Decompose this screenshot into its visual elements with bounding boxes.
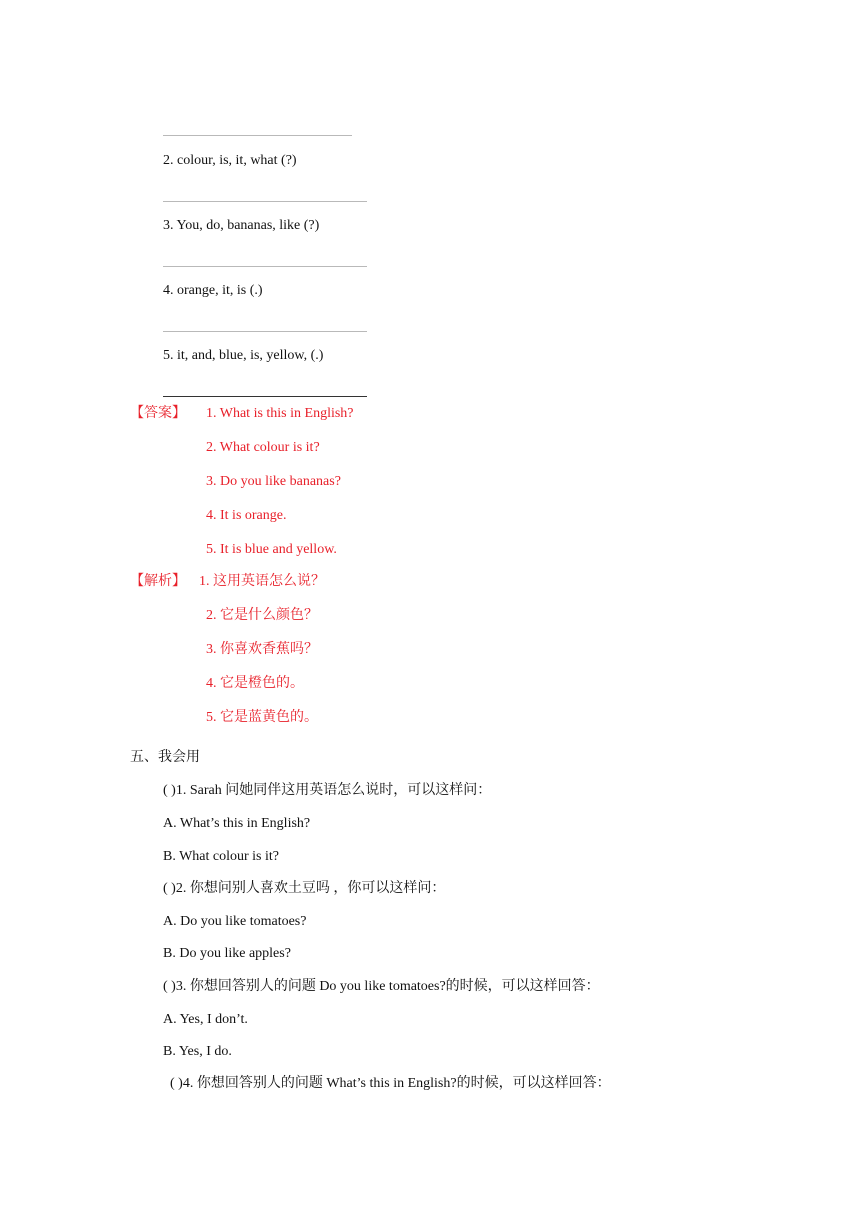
question-line: ( )1. Sarah 问她同伴这用英语怎么说时，可以这样问： <box>163 783 492 798</box>
answer-item: 2. What colour is it? <box>206 440 320 455</box>
ordering-item: 4. orange, it, is (.) <box>163 283 263 298</box>
option-line: A. What’s this in English? <box>163 816 311 831</box>
question-line: ( )4. 你想回答别人的问题 What’s this in English?的时候，可以这样回答： <box>170 1076 611 1091</box>
ordering-item: 2. colour, is, it, what (?) <box>163 153 297 168</box>
option-line: B. What colour is it? <box>163 849 279 864</box>
analysis-item: 5. 它是蓝黄色的。 <box>206 710 318 725</box>
answer-item: 5. It is blue and yellow. <box>206 542 337 557</box>
question-line: ( )3. 你想回答别人的问题 Do you like tomatoes?的时候，可以这样回答： <box>163 979 600 994</box>
answer-item: 1. What is this in English? <box>206 406 354 421</box>
answer-blank-line <box>163 135 352 136</box>
analysis-item: 4. 它是橙色的。 <box>206 676 304 691</box>
option-line: B. Yes, I do. <box>163 1044 232 1059</box>
ordering-item: 3. You, do, bananas, like (?) <box>163 218 320 233</box>
section-title: 五、我会用 <box>130 750 200 765</box>
analysis-item: 2. 它是什么颜色？ <box>206 608 318 623</box>
answer-blank-line <box>163 201 367 202</box>
analysis-item: 1. 这用英语怎么说？ <box>199 574 325 589</box>
question-line: ( )2. 你想问别人喜欢土豆吗 ，你可以这样问： <box>163 881 446 896</box>
ordering-item: 5. it, and, blue, is, yellow, (.) <box>163 348 324 363</box>
analysis-item: 3. 你喜欢香蕉吗？ <box>206 642 318 657</box>
option-line: B. Do you like apples? <box>163 946 291 961</box>
answer-label: 【答案】 <box>130 406 186 421</box>
answer-blank-line <box>163 266 367 267</box>
analysis-label: 【解析】 <box>130 574 186 589</box>
answer-item: 3. Do you like bananas? <box>206 474 341 489</box>
option-line: A. Yes, I don’t. <box>163 1012 248 1027</box>
answer-item: 4. It is orange. <box>206 508 287 523</box>
answer-blank-line <box>163 396 367 397</box>
option-line: A. Do you like tomatoes? <box>163 914 307 929</box>
answer-blank-line <box>163 331 367 332</box>
